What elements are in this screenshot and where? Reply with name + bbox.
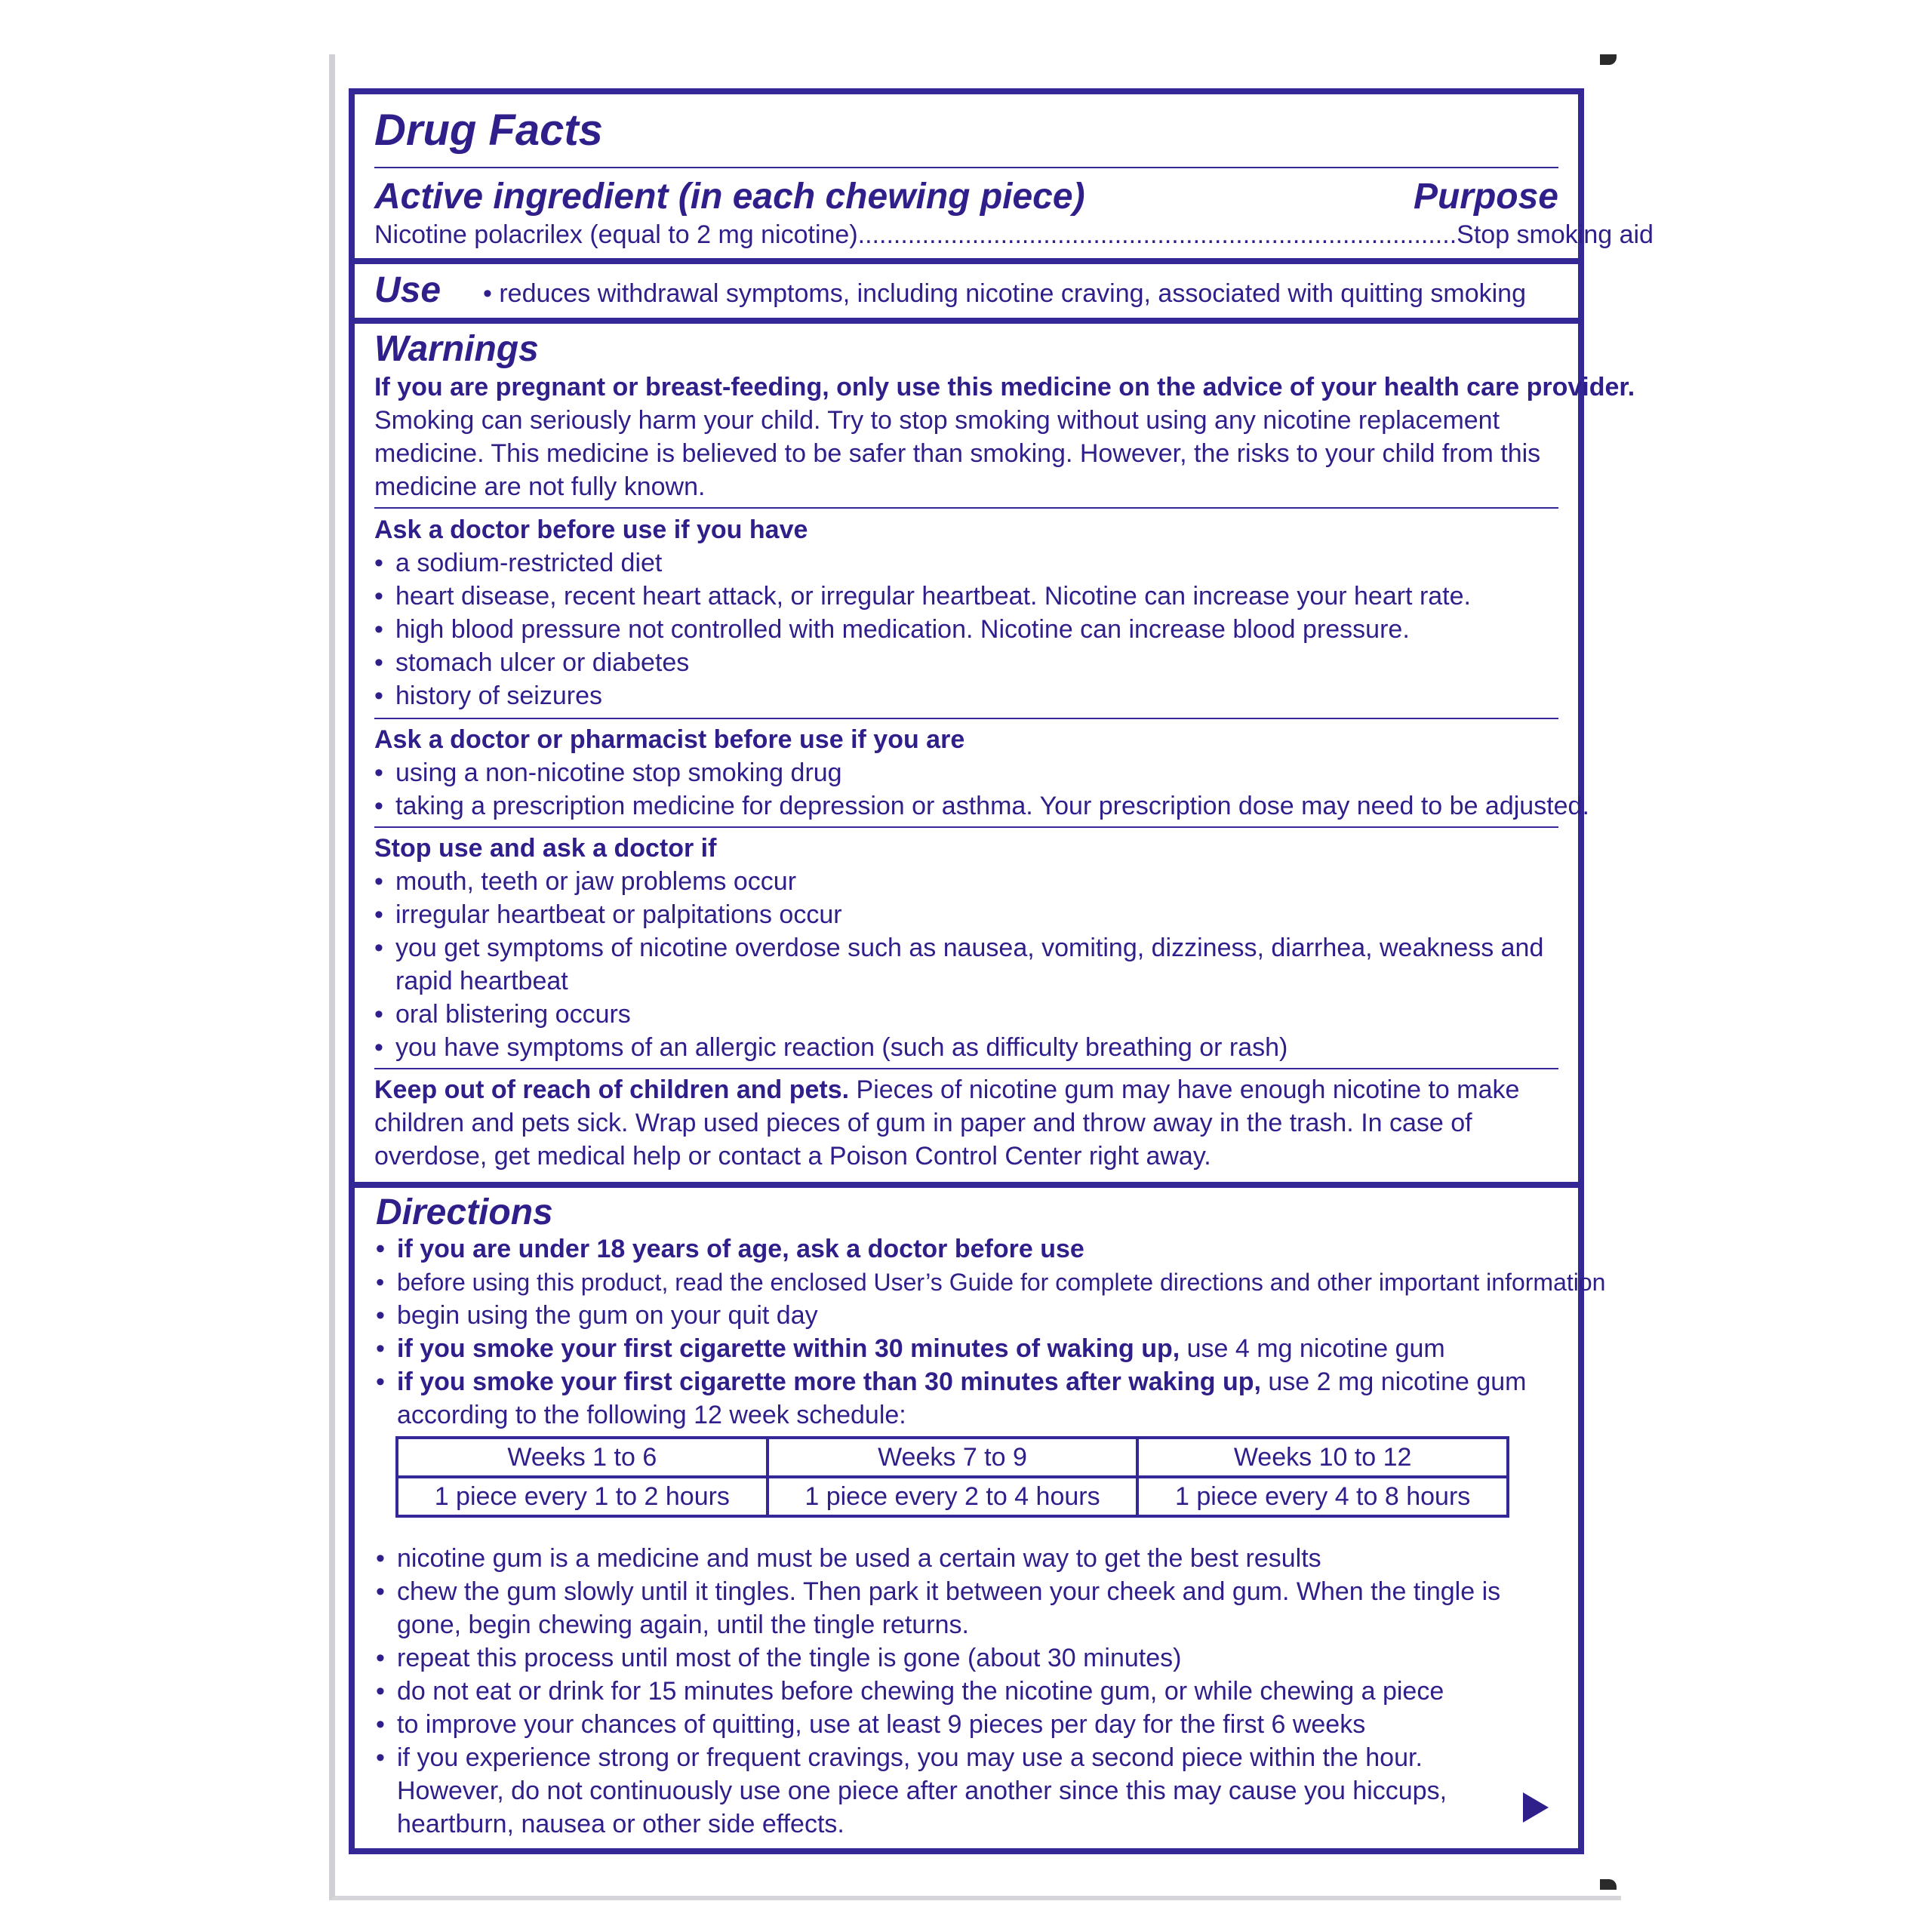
- list-item: • if you experience strong or frequent cravings, you may use a second piece within the hour.: [376, 1741, 1500, 1774]
- list-item: • using a non-nicotine stop smoking drug: [374, 756, 1589, 789]
- list-item: [376, 1365, 1605, 1398]
- section-divider: [355, 258, 1578, 264]
- list-item: • stomach ulcer or diabetes: [374, 646, 1471, 679]
- stop-use-list: [374, 865, 1543, 1064]
- list-item-continuation: rapid heartbeat: [395, 967, 568, 995]
- list-item: • taking a prescription medicine for depression or asthma. Your prescription dose may need to be adjusted.: [374, 789, 1589, 823]
- warnings-heading: Warnings: [374, 329, 539, 369]
- table-row: [397, 1477, 1508, 1516]
- warnings-rule: [374, 718, 1558, 719]
- pregnant-line: Smoking can seriously harm your child. Try to stop smoking without using any nicotine replacement: [374, 406, 1500, 435]
- list-item: • to improve your chances of quitting, use at least 9 pieces per day for the first 6 weeks: [376, 1708, 1500, 1741]
- ask-pharmacist-heading: Ask a doctor or pharmacist before use if you are: [374, 725, 965, 754]
- pregnant-line: medicine are not fully known.: [374, 472, 706, 501]
- list-item: • begin using the gum on your quit day: [376, 1299, 1605, 1332]
- directions-heading: Directions: [376, 1192, 553, 1232]
- keep-out-line: children and pets sick. Wrap used pieces of gum in paper and throw away in the trash. In case of: [374, 1109, 1472, 1137]
- list-item: • a sodium-restricted diet: [374, 546, 1471, 580]
- carton-corner-bottom: [1600, 1879, 1617, 1890]
- active-ingredient-row: [374, 218, 1654, 251]
- list-item: • chew the gum slowly until it tingles. Then park it between your cheek and gum. When the tingle is: [376, 1575, 1500, 1608]
- keep-out-bold: Keep out of reach of children and pets.: [374, 1075, 850, 1104]
- warnings-rule: [374, 826, 1558, 828]
- list-item: • you get symptoms of nicotine overdose such as nausea, vomiting, dizziness, diarrhea, weakness and: [374, 931, 1543, 964]
- list-item: • history of seizures: [374, 679, 1471, 712]
- active-ingredient-heading: Active ingredient (in each chewing piece): [374, 177, 1085, 217]
- directions-list-bottom: [376, 1542, 1500, 1841]
- schedule-header: Weeks 1 to 6: [397, 1438, 768, 1477]
- list-item: • before using this product, read the enclosed User’s Guide for complete directions and other important information: [376, 1266, 1605, 1299]
- keep-out-of-reach: [374, 1073, 1519, 1106]
- drug-facts-title: Drug Facts: [374, 106, 603, 155]
- pregnant-warning: If you are pregnant or breast-feeding, only use this medicine on the advice of your health care provider.: [374, 373, 1635, 401]
- ask-doctor-heading: Ask a doctor before use if you have: [374, 515, 808, 544]
- title-rule: [374, 167, 1558, 168]
- item-rest: use 4 mg nicotine gum: [1180, 1334, 1445, 1363]
- section-divider: [355, 318, 1578, 324]
- stop-use-heading: Stop use and ask a doctor if: [374, 834, 717, 863]
- list-item: • oral blistering occurs: [374, 998, 1543, 1031]
- use-text: • reduces withdrawal symptoms, including nicotine craving, associated with quitting smoking: [483, 279, 1526, 308]
- schedule-value: 1 piece every 1 to 2 hours: [397, 1477, 768, 1516]
- purpose-heading: Purpose: [1413, 177, 1558, 217]
- item-bold: if you smoke your first cigarette within 30 minutes of waking up,: [397, 1334, 1180, 1363]
- ask-doctor-list: [374, 546, 1471, 712]
- item-bold: if you smoke your first cigarette more than 30 minutes after waking up,: [397, 1367, 1261, 1396]
- section-divider: [355, 1182, 1578, 1188]
- list-item: • high blood pressure not controlled with medication. Nicotine can increase blood pressure.: [374, 613, 1471, 646]
- keep-out-line: overdose, get medical help or contact a Poison Control Center right away.: [374, 1142, 1211, 1171]
- list-item: • if you are under 18 years of age, ask a doctor before use: [376, 1232, 1605, 1266]
- item-rest: use 2 mg nicotine gum: [1260, 1367, 1527, 1396]
- table-row: [397, 1438, 1508, 1477]
- schedule-table: [395, 1436, 1509, 1518]
- leader-dots: ....................................................................................: [857, 220, 1457, 249]
- warnings-rule: [374, 507, 1558, 509]
- schedule-value: 1 piece every 4 to 8 hours: [1137, 1477, 1508, 1516]
- list-item-continuation: However, do not continuously use one piece after another since this may cause you hiccups,: [397, 1777, 1447, 1805]
- list-item: • nicotine gum is a medicine and must be used a certain way to get the best results: [376, 1542, 1500, 1575]
- list-item: • do not eat or drink for 15 minutes before chewing the nicotine gum, or while chewing a piece: [376, 1675, 1500, 1708]
- drug-facts-panel: [349, 88, 1654, 1854]
- continue-arrow-icon: [1523, 1792, 1549, 1823]
- list-item: • you have symptoms of an allergic reaction (such as difficulty breathing or rash): [374, 1031, 1543, 1064]
- pregnant-line: medicine. This medicine is believed to be safer than smoking. However, the risks to your child from this: [374, 439, 1541, 468]
- schedule-value: 1 piece every 2 to 4 hours: [768, 1477, 1138, 1516]
- purpose-value: Stop smoking aid: [1457, 220, 1654, 249]
- list-item: • repeat this process until most of the tingle is gone (about 30 minutes): [376, 1641, 1500, 1675]
- ask-pharmacist-list: [374, 756, 1589, 823]
- directions-list-top: [376, 1232, 1605, 1432]
- ingredient-name: Nicotine polacrilex (equal to 2 mg nicotine): [374, 220, 858, 249]
- list-item-continuation: gone, begin chewing again, until the tingle returns.: [397, 1611, 969, 1639]
- list-item: • mouth, teeth or jaw problems occur: [374, 865, 1543, 898]
- list-item: • heart disease, recent heart attack, or irregular heartbeat. Nicotine can increase your heart rate.: [374, 580, 1471, 613]
- schedule-header: Weeks 7 to 9: [768, 1438, 1138, 1477]
- list-item: • irregular heartbeat or palpitations occur: [374, 898, 1543, 931]
- list-item: [376, 1332, 1605, 1365]
- list-item-continuation: according to the following 12 week schedule:: [397, 1401, 906, 1429]
- keep-out-text: Pieces of nicotine gum may have enough nicotine to make: [849, 1075, 1520, 1104]
- list-item-continuation: heartburn, nausea or other side effects.: [397, 1810, 844, 1838]
- use-heading: Use: [374, 270, 441, 310]
- schedule-header: Weeks 10 to 12: [1137, 1438, 1508, 1477]
- warnings-rule: [374, 1068, 1558, 1069]
